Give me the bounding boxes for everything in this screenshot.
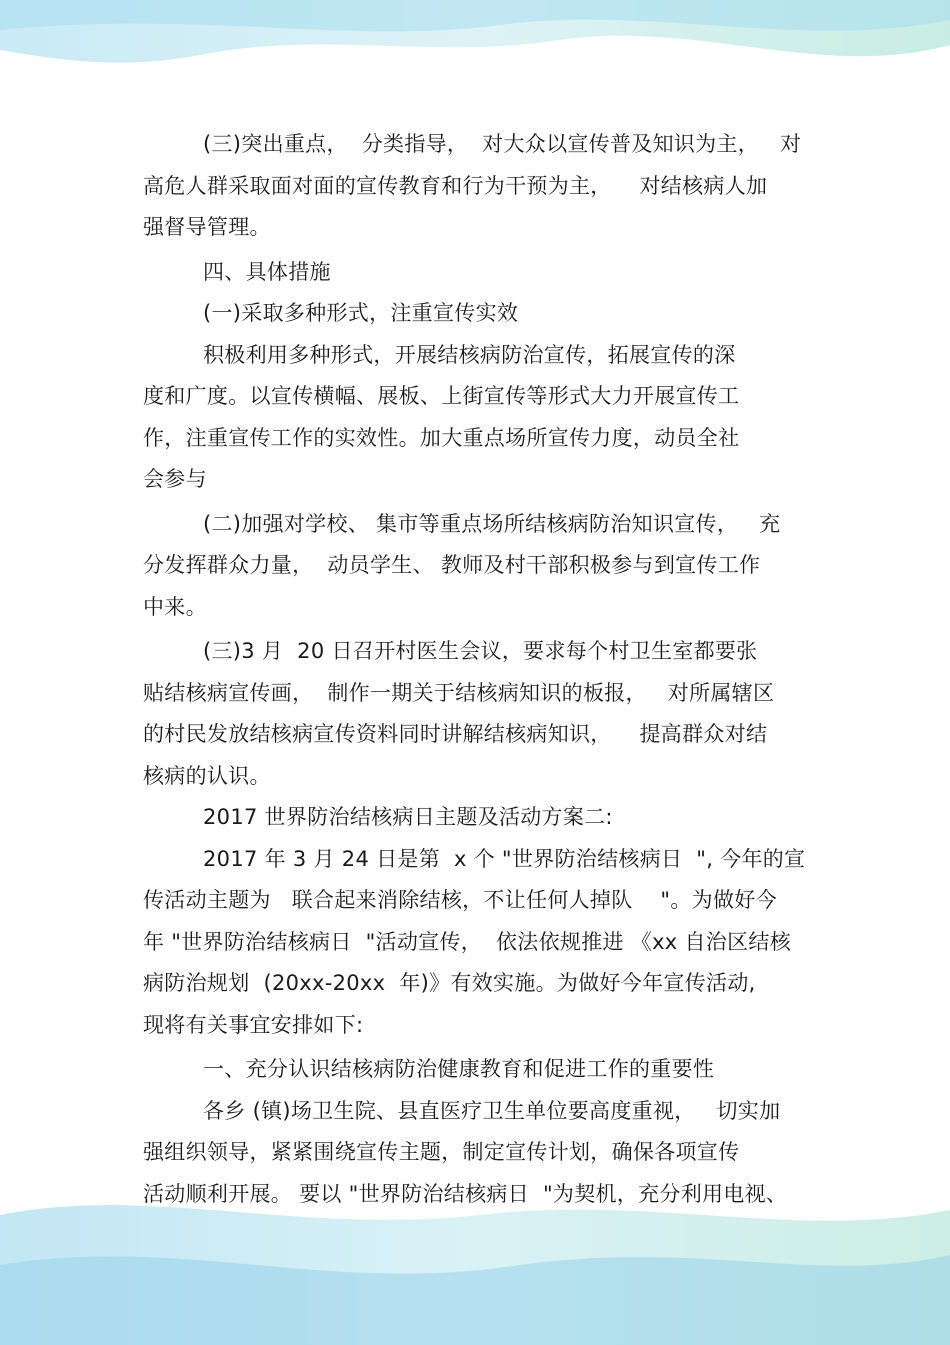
decorative-wave-top: [0, 0, 950, 90]
text-line: 病防治规划 (20xx-20xx 年)》有效实施。为做好今年宣传活动,: [143, 971, 756, 995]
text-line: 中来。: [143, 594, 207, 619]
text-line: 各乡 (镇)场卫生院、县直医疗卫生单位要高度重视， 切实加: [203, 1098, 781, 1123]
text-line: 现将有关事宜安排如下:: [143, 1012, 364, 1037]
text-line: 2017 世界防治结核病日主题及活动方案二:: [203, 805, 613, 829]
text-line: 作，注重宣传工作的实效性。加大重点场所宣传力度，动员全社: [143, 425, 740, 450]
text-line: 的村民发放结核病宣传资料同时讲解结核病知识， 提高群众对结: [143, 722, 768, 746]
text-line: (三)3 月 20 日召开村医生会议，要求每个村卫生室都要张: [203, 639, 758, 663]
text-line: 传活动主题为 联合起来消除结核，不让任何人掉队 "。为做好今: [143, 888, 777, 912]
text-line: 度和广度。以宣传横幅、展板、上街宣传等形式大力开展宣传工: [143, 384, 740, 408]
section-heading-measures: [143, 252, 813, 294]
paragraph-world-tb-day: [143, 839, 813, 1047]
text-line: 分发挥群众力量， 动员学生、 教师及村干部积极参与到宣传工作: [143, 553, 761, 577]
text-line: 贴结核病宣传画， 制作一期关于结核病知识的板报， 对所属辖区: [143, 680, 775, 705]
text-line: 活动顺利开展。 要以 "世界防治结核病日 "为契机，充分利用电视、: [143, 1181, 788, 1206]
paragraph-health-units: [143, 1091, 813, 1216]
text-line: 高危人群采取面对面的宣传教育和行为干预为主， 对结核病人加: [143, 173, 768, 198]
text-line: 一、充分认识结核病防治健康教育和促进工作的重要性: [203, 1057, 715, 1081]
paragraph-village-meeting: [143, 631, 813, 797]
subheading-forms: [143, 293, 813, 335]
text-line: (一)采取多种形式，注重宣传实效: [203, 301, 519, 325]
text-line: 年 "世界防治结核病日 "活动宣传， 依法依规推进 《xx 自治区结核: [143, 929, 791, 954]
text-line: 强督导管理。: [143, 215, 271, 239]
paragraph-schools: [143, 504, 813, 629]
paragraph-key-points: [143, 124, 813, 249]
text-line: 会参与: [143, 467, 207, 491]
text-line: 积极利用多种形式，开展结核病防治宣传，拓展宣传的深: [203, 342, 736, 367]
text-line: 强组织领导，紧紧围绕宣传主题，制定宣传计划，确保各项宣传: [143, 1140, 740, 1164]
heading-plan-two: [143, 797, 813, 839]
text-line: (二)加强对学校、 集市等重点场所结核病防治知识宣传， 充: [203, 511, 781, 536]
text-line: 2017 年 3 月 24 日是第 x 个 "世界防治结核病日 ", 今年的宣: [203, 846, 806, 871]
document-body: [143, 124, 813, 1215]
section-heading-importance: [143, 1049, 813, 1091]
text-line: 核病的认识。: [143, 763, 271, 788]
text-line: (三)突出重点， 分类指导， 对大众以宣传普及知识为主， 对: [203, 132, 802, 156]
text-line: 四、具体措施: [203, 259, 331, 284]
paragraph-forms: [143, 335, 813, 501]
